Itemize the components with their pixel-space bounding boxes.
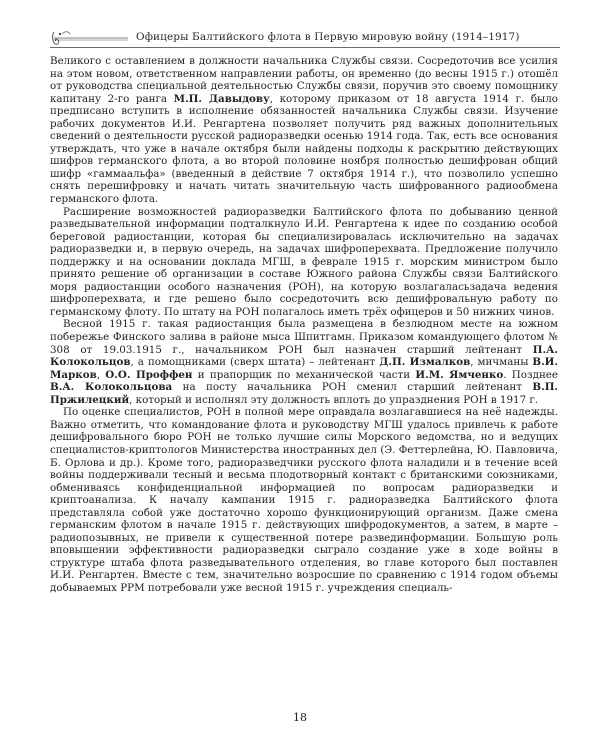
text-run: на посту начальника РОН сменил старший лейтенант	[172, 381, 533, 394]
person-name: М.П. Давыдову	[173, 92, 270, 105]
person-name: П.А. Колокольцов	[50, 343, 558, 369]
text-run: , а помощниками (сверх штата) – лейтенант	[130, 356, 380, 369]
text-run: . Позднее	[503, 368, 558, 381]
body-text	[50, 55, 558, 595]
page-number: 18	[293, 711, 307, 724]
text-run: Великого с оставлением в должности начальника Службы связи. Сосредоточив все усилия на этом новом, ответственном направлении работы, он временно (до весны 1915 г.) отошёл от руководства специальной деятельностью Службы связи, поручив это своему помощнику капитану 2-го ранга	[50, 55, 558, 105]
text-run: , которому приказом от 18 августа 1914 г. было предписано вступить в исполнение обязанностей начальника Службы связи. Изучение рабочих документов И.И. Ренгартена позволяет получить ряд важных дополнительных сведений о деятельности русской радиоразведки осенью 1914 года. Так, есть все основания утверждать, что уже в начале октября были найдены подходы к раскрытию действующих шифров германского флота, а во второй половине ноября полностью дешифрован общий шифр «гаммаальфа» (введенный в действие 7 октября 1914 г.), что позволило успешно снять перешифровку и начать читать значительную часть шифрованного радиообмена германского флота.	[50, 92, 558, 206]
person-name: Д.П. Измалков	[379, 356, 471, 369]
person-name: И.М. Ямченко	[415, 368, 504, 381]
running-title: Офицеры Балтийского флота в Первую мировую войну (1914–1917)	[136, 31, 520, 43]
person-name: В.И. Марков	[50, 356, 558, 381]
person-name: В.П. Пржилецкий	[50, 381, 559, 406]
text-run: ,	[96, 368, 106, 381]
text-run: Расширение возможностей радиоразведки Балтийского флота по добыванию ценной разведывательной информации подталкнуло И.И. Ренгартена к идее по созданию особой береговой радиостанции, которая бы специализировалась исключительно на задачах радиоразведки и, в первую очередь, на задачах шифроперехвата. Предложение получило поддержку и на основании доклада МГШ, в феврале 1915 г. морским министром было принято решение об организации в составе Южного района Службы связи Балтийского моря радиостанции особого назначения (РОН), на которую возлагаласьзадача ведения шифроперехвата, и где решено было сосредоточить всю дешифровальную работу по германскому флоту. По штату на РОН полагалось иметь трёх офицеров и 50 нижних чинов.	[50, 205, 558, 318]
text-run: и прапорщик по механической части	[192, 368, 416, 381]
person-name: В.А. Колокольцова	[50, 381, 173, 394]
text-run: По оценке специалистов, РОН в полной мере оправдала возлагавшиеся на неё надежды. Важно отметить, что командование флота и руководству МГШ удалось привлечь к работе дешифровального бюро РОН не только лучшие силы Морского ведомства, но и ведущих специалистов-криптологов Министерства иностранных дел (Э. Феттерлейна, Ю. Павловича, Б. Орлова и др.). Кроме того, радиоразведчики русского флота наладили и в течение всей войны поддерживали тесный и весьма плодотворный контакт с британскими союзниками, обмениваясь конфиденциальной информацией по вопросам радиоразведки и криптоанализа. К началу кампании 1915 г. радиоразведка Балтийского флота представляла собой уже достаточно хорошо функционирующий организм. Даже смена германским флотом в начале 1915 г. действующих шифродокументов, а затем, в марте – радиопозывных, не привели к существенной потере развединформации. Большую роль вповышении эффективности радиоразведки сыграло создание уже в ходе войны в структуре штаба флота разведывательного отделения, во главе которого был поставлен И.И. Ренгартен. Вместе с тем, значительно возросшие по сравнению с 1914 годом объемы добываемых PPM потребовали уже весной 1915 г. учреждения специаль-	[50, 406, 558, 594]
paragraph	[50, 406, 558, 594]
header-rule	[50, 47, 560, 48]
text-run: , мичманы	[470, 356, 533, 369]
running-header	[50, 29, 560, 49]
ornament-icon	[50, 29, 128, 47]
text-run: , который и исполнял эту должность вплоть до упразднения РОН в 1917 г.	[129, 393, 539, 406]
paragraph	[50, 206, 558, 319]
text-run: Весной 1915 г. такая радиостанция была размещена в безлюдном месте на южном побережье Финского залива в районе мыса Шпитгамн. Приказом командующего флотом № 308 от 19.03.1915 г., начальником РОН был назначен старший лейтенант	[50, 318, 558, 356]
paragraph	[50, 318, 558, 406]
paragraph	[50, 55, 558, 206]
person-name: О.О. Проффен	[105, 368, 193, 381]
